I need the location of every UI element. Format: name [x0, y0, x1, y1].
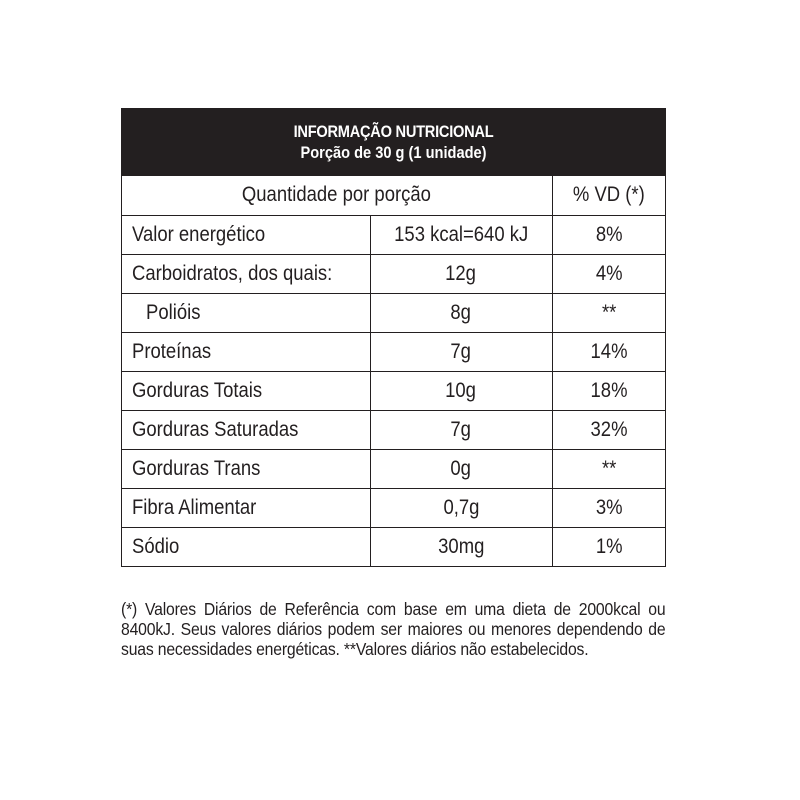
nutrient-quantity: 30mg — [370, 527, 552, 566]
nutrient-quantity: 0g — [370, 449, 552, 488]
table-header-row — [122, 176, 665, 215]
nutrient-vd: 4% — [552, 254, 665, 293]
table-row — [122, 527, 665, 566]
nutrient-quantity: 7g — [370, 332, 552, 371]
nutrient-name: Gorduras Saturadas — [122, 410, 370, 449]
serving-size: Porção de 30 g (1 unidade) — [300, 143, 487, 162]
nutrient-name: Polióis — [122, 293, 370, 332]
nutrient-name: Gorduras Totais — [122, 371, 370, 410]
nutrition-table — [122, 176, 665, 566]
table-row — [122, 449, 665, 488]
nutrient-name: Proteínas — [122, 332, 370, 371]
nutrient-name: Carboidratos, dos quais: — [122, 254, 370, 293]
nutrient-quantity: 10g — [370, 371, 552, 410]
nutrient-vd: ** — [552, 449, 665, 488]
label-title: INFORMAÇÃO NUTRICIONAL — [293, 122, 494, 141]
table-row — [122, 293, 665, 332]
table-row — [122, 410, 665, 449]
column-header-vd: % VD (*) — [552, 176, 665, 215]
table-row — [122, 215, 665, 254]
table-row — [122, 371, 665, 410]
nutrient-quantity: 8g — [370, 293, 552, 332]
table-row — [122, 254, 665, 293]
nutrient-quantity: 7g — [370, 410, 552, 449]
nutrient-vd: 14% — [552, 332, 665, 371]
footnote — [121, 599, 666, 659]
nutrient-quantity: 12g — [370, 254, 552, 293]
nutrient-vd: 18% — [552, 371, 665, 410]
nutrient-vd: 1% — [552, 527, 665, 566]
nutrient-name: Gorduras Trans — [122, 449, 370, 488]
nutrient-name: Valor energético — [122, 215, 370, 254]
nutrient-quantity: 153 kcal=640 kJ — [370, 215, 552, 254]
nutrient-name: Fibra Alimentar — [122, 488, 370, 527]
column-header-quantity: Quantidade por porção — [122, 176, 552, 215]
nutrient-vd: 32% — [552, 410, 665, 449]
nutrition-facts-label — [121, 108, 666, 567]
nutrient-name: Sódio — [122, 527, 370, 566]
nutrient-quantity: 0,7g — [370, 488, 552, 527]
nutrient-vd: 8% — [552, 215, 665, 254]
label-header — [122, 109, 665, 176]
footnote-text: (*) Valores Diários de Referência com base em uma dieta de 2000kcal ou 8400kJ. Seus valores diários podem ser maiores ou menores dependendo de suas necessidades energéticas. **Valores diários não estabelecidos. — [121, 599, 666, 659]
nutrient-vd: 3% — [552, 488, 665, 527]
nutrient-vd: ** — [552, 293, 665, 332]
table-row — [122, 332, 665, 371]
table-row — [122, 488, 665, 527]
